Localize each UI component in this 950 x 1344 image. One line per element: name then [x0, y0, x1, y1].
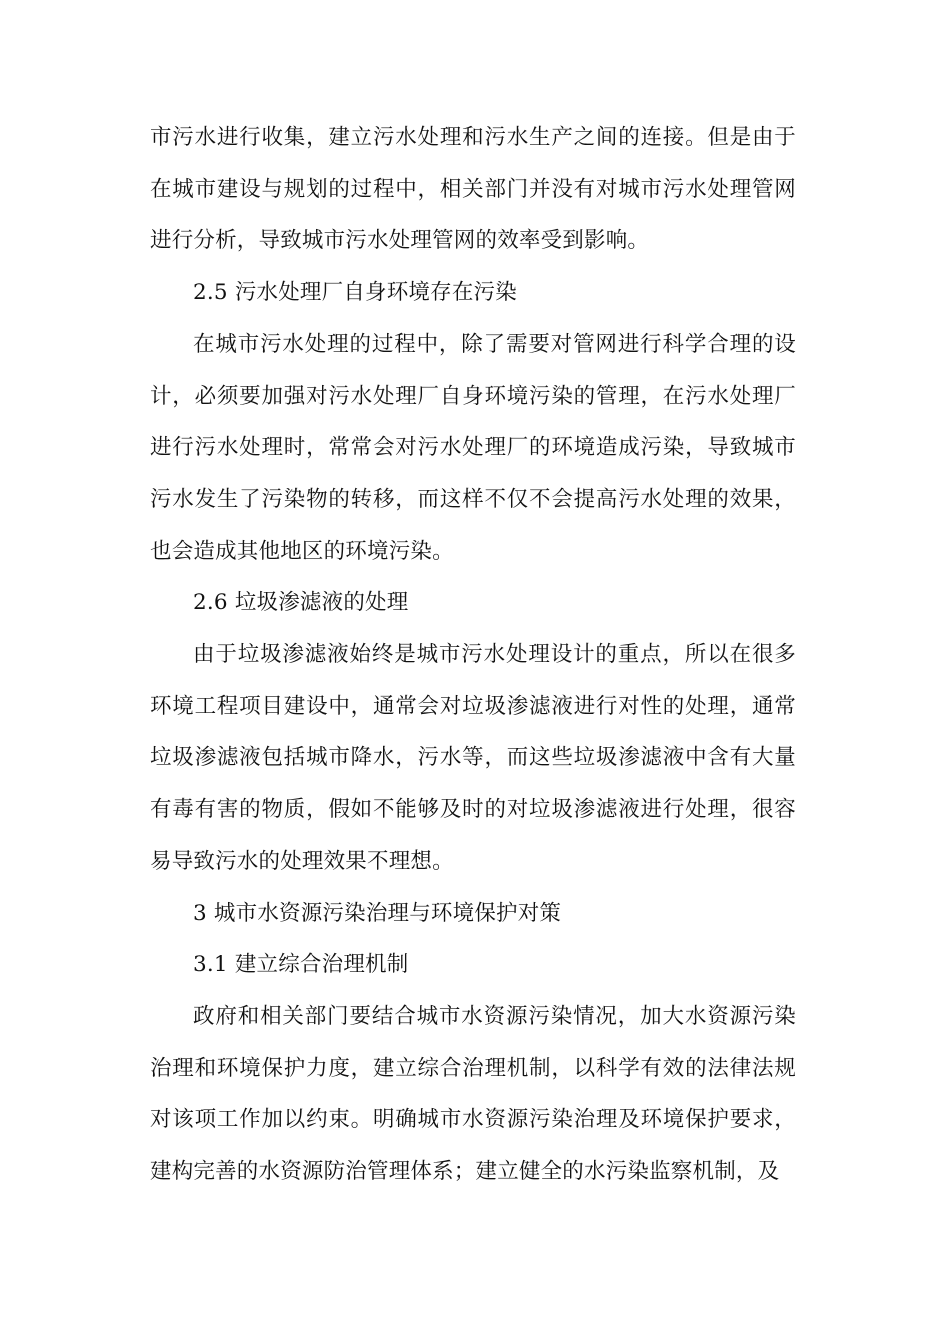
- section-heading-3: 3 城市水资源污染治理与环境保护对策: [193, 900, 562, 926]
- body-paragraph-4: 政府和相关部门要结合城市水资源污染情况，加大水资源污染治理和环境保护力度，建立综合治理机制，以科学有效的法律法规对该项工作加以约束。明确城市水资源污染治理及环境保护要求，建构完善的水资源防治管理体系；建立健全的水污染监察机制，及: [150, 1003, 796, 1185]
- body-paragraph-1: 市污水进行收集，建立污水处理和污水生产之间的连接。但是由于在城市建设与规划的过程中，相关部门并没有对城市污水处理管网进行分析，导致城市污水处理管网的效率受到影响。: [150, 125, 796, 254]
- body-paragraph-2: 在城市污水处理的过程中，除了需要对管网进行科学合理的设计，必须要加强对污水处理厂自身环境污染的管理，在污水处理厂进行污水处理时，常常会对污水处理厂的环境造成污染，导致城市污水发生了污染物的转移，而这样不仅不会提高污水处理的效果，也会造成其他地区的环境污染。: [150, 331, 796, 564]
- section-heading-3-1: 3.1 建立综合治理机制: [193, 952, 409, 978]
- section-heading-2-5: 2.5 污水处理厂自身环境存在污染: [193, 280, 517, 306]
- section-heading-2-6: 2.6 垃圾渗滤液的处理: [193, 590, 409, 616]
- body-paragraph-3: 由于垃圾渗滤液始终是城市污水处理设计的重点，所以在很多环境工程项目建设中，通常会对垃圾渗滤液进行对性的处理，通常垃圾渗滤液包括城市降水，污水等，而这些垃圾渗滤液中含有大量有毒有害的物质，假如不能够及时的对垃圾渗滤液进行处理，很容易导致污水的处理效果不理想。: [150, 642, 796, 874]
- document-page: [150, 112, 796, 1198]
